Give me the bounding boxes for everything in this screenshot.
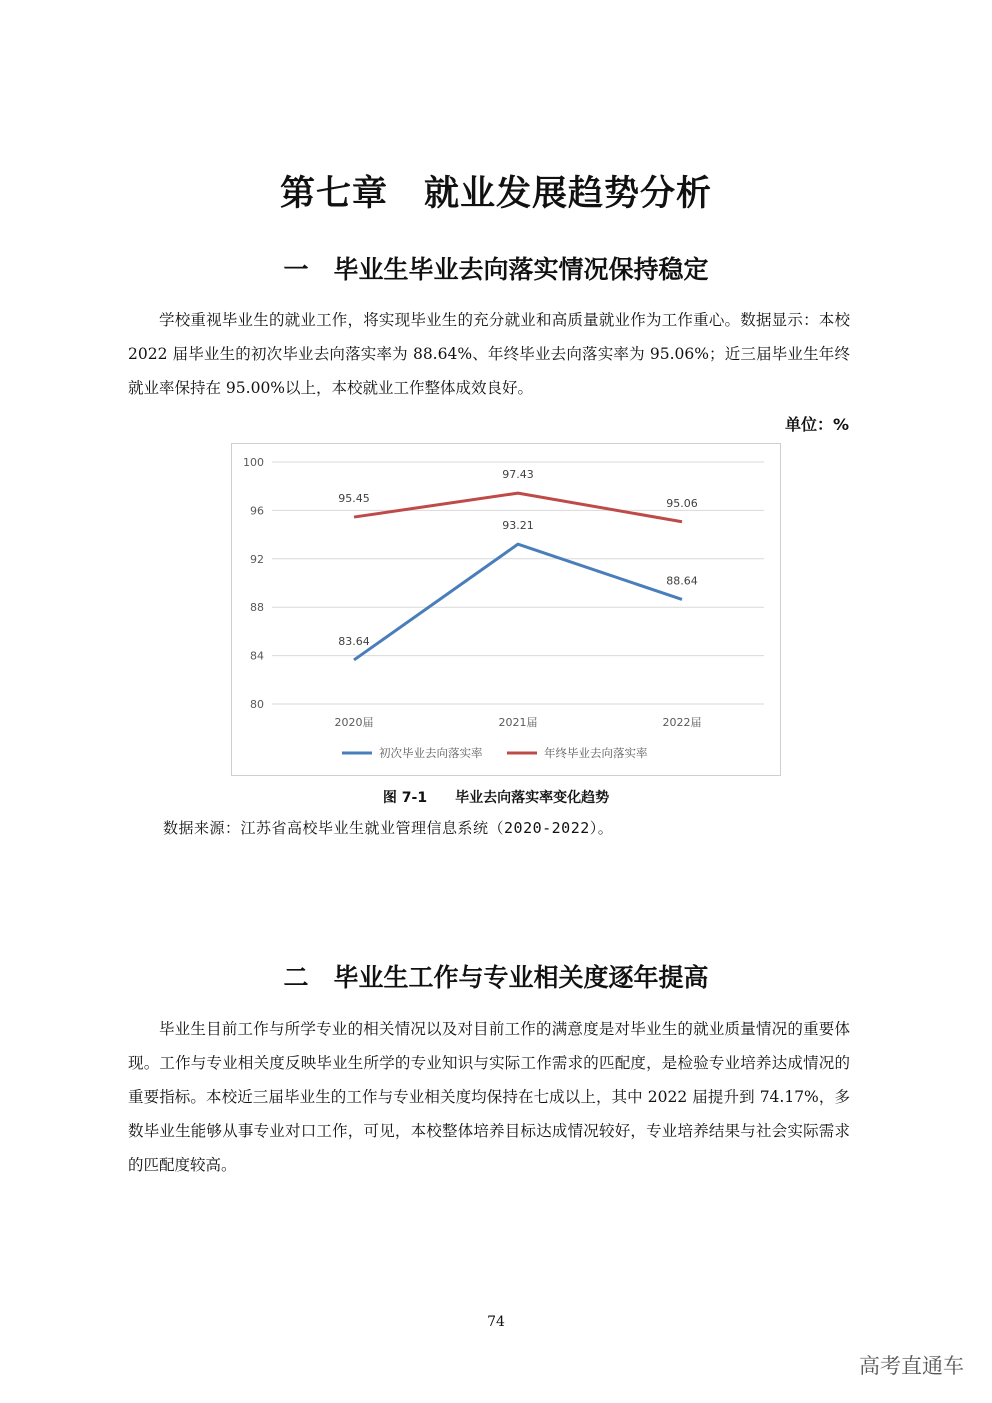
legend-label-2: 年终毕业去向落实率 (544, 746, 648, 760)
chapter-title: 第七章 就业发展趋势分析 (279, 174, 712, 214)
unit-label: 单位：% (784, 415, 849, 434)
section1-title: 一 毕业生毕业去向落实情况保持稳定 (283, 255, 709, 284)
figure-caption: 图 7-1 毕业去向落实率变化趋势 (382, 790, 610, 806)
line-chart-svg (232, 444, 780, 775)
y-tick-label: 88 (250, 601, 264, 615)
section2-title: 二 毕业生工作与专业相关度逐年提高 (283, 963, 709, 992)
legend-label-1: 初次毕业去向落实率 (379, 746, 483, 760)
data-label: 95.45 (338, 492, 370, 506)
section2-paragraph: 毕业生目前工作与所学专业的相关情况以及对目前工作的满意度是对毕业生的就业质量情况的重要体现。工作与专业相关度反映毕业生所学的专业知识与实际工作需求的匹配度，是检验专业培养达成情况的重要指标。本校近三届毕业生的工作与专业相关度均保持在七成以上，其中 2022 届提升到 74.17%，多数毕业生能够从事专业对口工作，可见，本校整体培养目标达成情况较好，专业培养结果与社会实际需求的匹配度较高。 (128, 1020, 850, 1174)
page-number: 74 (487, 1314, 505, 1330)
watermark: 高考直通车 (859, 1354, 964, 1378)
data-label: 83.64 (338, 634, 370, 648)
line-chart (231, 443, 781, 776)
data-label: 88.64 (666, 574, 698, 588)
section1-paragraph: 学校重视毕业生的就业工作，将实现毕业生的充分就业和高质量就业作为工作重心。数据显示：本校 2022 届毕业生的初次毕业去向落实率为 88.64%、年终毕业去向落实率为 95.06%；近三届毕业生年终就业率保持在 95.00%以上，本校就业工作整体成效良好。 (128, 311, 850, 397)
x-tick-label: 2021届 (498, 716, 538, 729)
y-tick-label: 84 (250, 649, 264, 663)
data-source: 数据来源：江苏省高校毕业生就业管理信息系统（2020-2022）。 (163, 819, 614, 837)
series-line-2 (354, 493, 682, 522)
y-tick-label: 92 (250, 552, 264, 566)
series-line-1 (354, 544, 682, 660)
y-tick-label: 80 (250, 698, 264, 711)
data-label: 97.43 (502, 468, 534, 482)
y-tick-label: 96 (250, 504, 264, 518)
data-label: 95.06 (666, 496, 698, 510)
data-label: 93.21 (502, 519, 534, 533)
x-tick-label: 2022届 (662, 716, 702, 729)
y-tick-label: 100 (243, 456, 264, 469)
x-tick-label: 2020届 (334, 716, 374, 729)
